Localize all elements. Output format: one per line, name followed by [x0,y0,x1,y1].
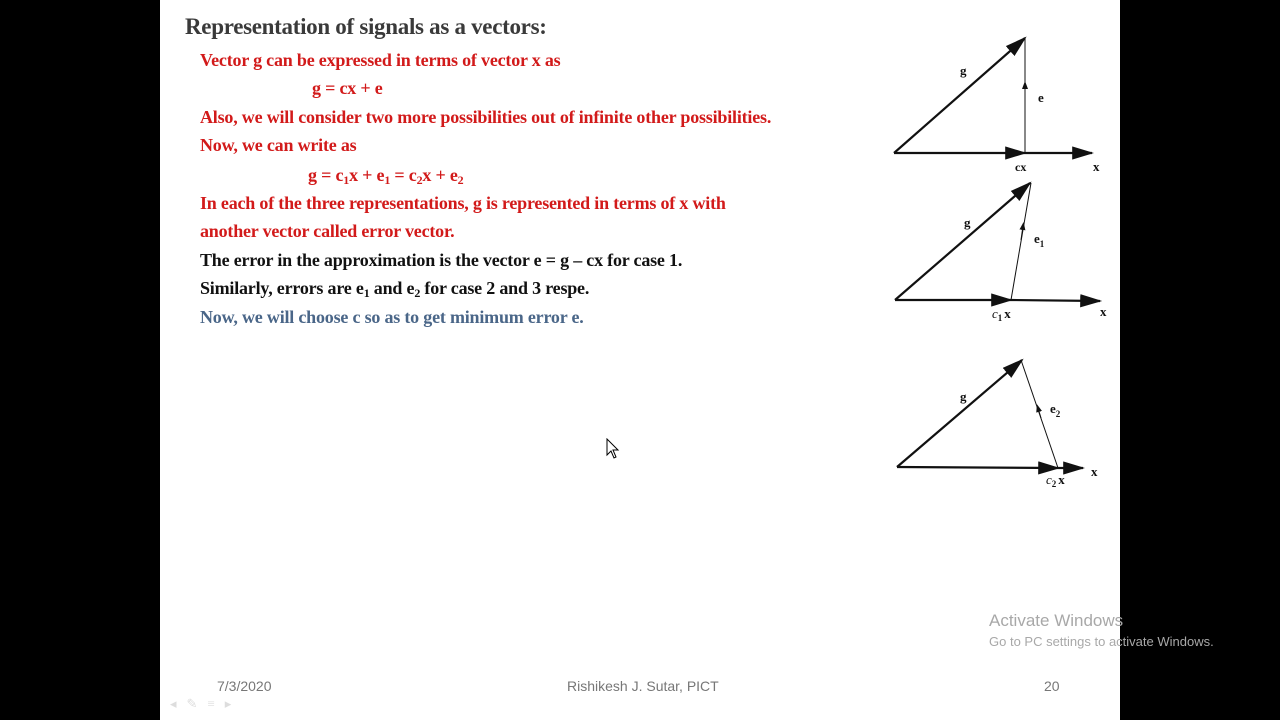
pen-icon[interactable]: ✎ [186,696,198,711]
text-sub: 2 [414,286,421,300]
vector-e1 [1011,183,1031,300]
footer-date: 7/3/2020 [217,678,272,694]
label-c1x [992,306,1011,323]
slide [160,0,1120,720]
label-g: g [960,63,967,78]
label-c: c [1046,472,1052,487]
label-e2 [1050,401,1061,419]
label-c2x [1046,472,1065,489]
next-icon[interactable]: ▸ [224,696,232,711]
label-sub: 1 [1039,239,1045,249]
label-sub: 2 [1051,479,1057,489]
diagram-case-3 [897,360,1098,489]
label-cx: cx [1015,160,1027,174]
menu-icon[interactable]: ≡ [207,696,215,711]
text-line-9 [200,278,589,299]
activate-windows-subtitle: Go to PC settings to activate Windows. [989,634,1214,649]
label-sub: 2 [1055,409,1061,419]
label-x: x [1100,304,1107,319]
eq-sub: 2 [457,173,464,187]
text-line-1: Vector g can be expressed in terms of vector x as [200,50,561,70]
arrow-e2 [1038,408,1041,418]
footer-author: Rishikesh J. Sutar, PICT [567,678,719,694]
equation-1: g = cx + e [312,78,383,98]
label-g: g [960,389,967,404]
label-e: e [1038,90,1044,105]
text-line-3: Also, we will consider two more possibilities out of infinite other possibilities. [200,107,772,127]
slide-number: 20 [1044,678,1060,694]
text-part: Similarly, errors are e [200,278,364,298]
mouse-cursor-icon [606,438,620,460]
text-line-8: The error in the approximation is the vector e = g – cx for case 1. [200,250,683,270]
slideshow-controls [170,696,231,712]
text-part: for case 2 and 3 respe. [420,278,590,298]
text-line-7: another vector called error vector. [200,221,455,241]
axis-x [1011,300,1100,301]
eq-part: x + e [422,165,458,185]
vector-g [895,183,1030,300]
eq-sub: 2 [416,173,423,187]
eq-part: g = c [308,165,344,185]
label-sub: 1 [997,313,1003,323]
text-line-6: In each of the three representations, g is represented in terms of x with [200,193,726,213]
label-e: e [1050,401,1056,416]
label-e: e [1034,231,1040,246]
label-x: x [1093,159,1100,174]
text-part: and e [369,278,415,298]
vector-g [897,360,1022,467]
text-line-10: Now, we will choose c so as to get minimum error e. [200,307,584,327]
slide-title: Representation of signals as a vectors: [185,14,547,39]
equation-2 [308,165,463,186]
eq-part: = c [390,165,417,185]
label-g: g [964,215,971,230]
label-x: x [1091,464,1098,479]
eq-part: x + e [349,165,385,185]
eq-sub: 1 [343,173,350,187]
vector-g [894,38,1025,153]
eq-sub: 1 [384,173,391,187]
activate-windows-title: Activate Windows [989,611,1124,630]
label-x: x [1058,472,1065,487]
diagram-case-1 [894,38,1100,174]
text-sub: 1 [363,286,370,300]
vector-diagrams [880,30,1120,500]
text-line-4: Now, we can write as [200,135,357,155]
previous-icon[interactable]: ◂ [170,696,177,711]
label-c: c [992,306,998,321]
diagram-case-2 [895,183,1107,323]
label-e1 [1034,231,1045,249]
vector-c2x [897,467,1058,468]
label-x: x [1004,306,1011,321]
